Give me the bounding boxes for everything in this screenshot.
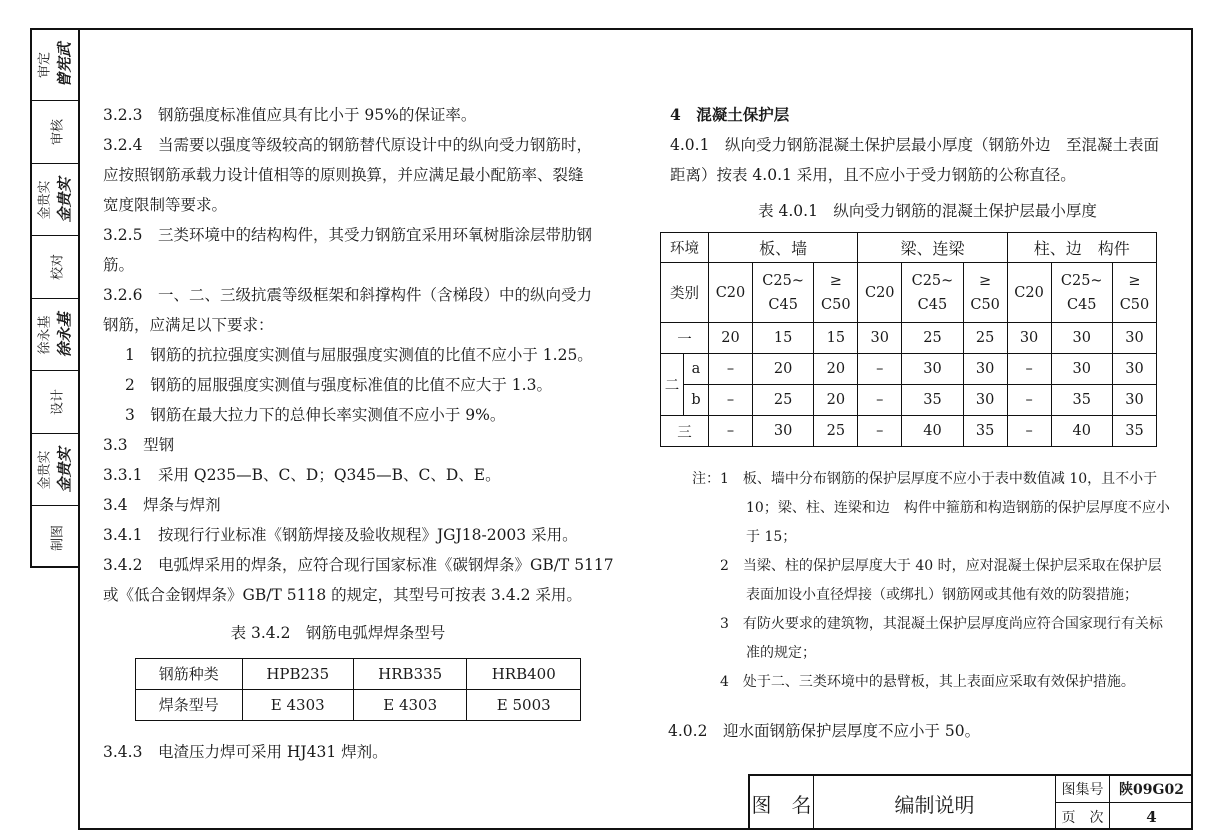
sign-row bbox=[32, 101, 80, 164]
section-heading: 4 混凝土保护层 bbox=[670, 105, 790, 124]
atlas-number-label: 图集号 bbox=[1056, 776, 1110, 803]
text-line: 4.0.1 纵向受力钢筋混凝土保护层最小厚度（钢筋外边 至混凝土表面 bbox=[670, 136, 1159, 154]
text-line: 3 钢筋在最大拉力下的总伸长率实测值不应小于 9%。 bbox=[125, 406, 506, 424]
cell-line: ≥ bbox=[829, 272, 842, 289]
table-cell: E 5003 bbox=[467, 690, 581, 721]
note-line: 4 处于二、三类环境中的悬臂板，其上表面应采取有效保护措施。 bbox=[720, 674, 1135, 690]
drawing-name: 编制说明 bbox=[814, 776, 1056, 830]
table-cell: 一 bbox=[661, 323, 709, 354]
table-342-caption: 表 3.4.2 钢筋电弧焊焊条型号 bbox=[230, 624, 446, 642]
cell-line: C45 bbox=[917, 296, 948, 313]
note-line: 2 当梁、柱的保护层厚度大于 40 时，应对混凝土保护层采取在保护层 bbox=[720, 558, 1162, 574]
sign-role: 徐永基 bbox=[37, 315, 53, 355]
cell-line: C45 bbox=[768, 296, 798, 313]
sign-role: 制图 bbox=[50, 525, 66, 552]
table-cell bbox=[1112, 263, 1156, 323]
table-cell: – bbox=[1007, 385, 1051, 416]
table-cell: 15 bbox=[814, 323, 858, 354]
table-cell: 30 bbox=[752, 416, 813, 447]
signature: 曾宪武 bbox=[55, 42, 74, 88]
sign-row bbox=[32, 164, 80, 236]
table-cell: 二 bbox=[661, 354, 684, 416]
sign-role: 金贵实 bbox=[37, 180, 53, 220]
table-cell: 柱、边 构件 bbox=[1007, 233, 1156, 263]
table-cell bbox=[902, 263, 963, 323]
table-cell: a bbox=[684, 354, 709, 385]
note-line: 表面加设小直径焊接（或绑扎）钢筋网或其他有效的防裂措施； bbox=[746, 587, 1138, 603]
sign-role: 金贵实 bbox=[37, 450, 53, 490]
sign-row bbox=[32, 434, 80, 506]
table-cell: 25 bbox=[963, 323, 1007, 354]
table-401-caption: 表 4.0.1 纵向受力钢筋的混凝土保护层最小厚度 bbox=[758, 202, 1097, 220]
signature: 徐永基 bbox=[55, 312, 74, 358]
table-cell: 30 bbox=[1112, 385, 1156, 416]
text-line: 钢筋，应满足以下要求： bbox=[103, 316, 274, 334]
cell-line: C25~ bbox=[762, 272, 804, 289]
sign-row bbox=[32, 299, 80, 371]
table-cell: C20 bbox=[858, 263, 902, 323]
table-cell: – bbox=[858, 354, 902, 385]
text-line: 3.4.3 电渣压力焊可采用 HJ431 焊剂。 bbox=[103, 743, 388, 761]
sign-column bbox=[30, 28, 80, 568]
table-cell: 15 bbox=[752, 323, 813, 354]
table-cell: 20 bbox=[814, 385, 858, 416]
table-cell: 30 bbox=[1112, 354, 1156, 385]
table-cell: 40 bbox=[902, 416, 963, 447]
table-cell bbox=[1051, 263, 1112, 323]
table-cell: 板、墙 bbox=[709, 233, 858, 263]
text-line: 3.4.2 电弧焊采用的焊条，应符合现行国家标准《碳钢焊条》GB/T 5117 bbox=[103, 556, 614, 574]
table-cell: – bbox=[1007, 354, 1051, 385]
table-cell: – bbox=[709, 385, 753, 416]
text-line: 应按照钢筋承载力设计值相等的原则换算，并应满足最小配筋率、裂缝 bbox=[103, 166, 584, 184]
right-footer bbox=[668, 716, 980, 746]
table-cell: 钢筋种类 bbox=[136, 659, 243, 690]
table-cell: 20 bbox=[709, 323, 753, 354]
table-401 bbox=[660, 232, 1157, 447]
cell-line: ≥ bbox=[1128, 272, 1141, 289]
table-cell: – bbox=[858, 385, 902, 416]
drawing-name-label: 图 名 bbox=[750, 776, 814, 830]
text-line: 筋。 bbox=[103, 256, 135, 274]
text-line: 距离）按表 4.0.1 采用，且不应小于受力钢筋的公称直径。 bbox=[670, 166, 1076, 184]
table-cell: 20 bbox=[814, 354, 858, 385]
table-cell: 焊条型号 bbox=[136, 690, 243, 721]
table-cell: HRB335 bbox=[353, 659, 467, 690]
text-line: 3.4.1 按现行行业标准《钢筋焊接及验收规程》JGJ18-2003 采用。 bbox=[103, 526, 578, 544]
text-line: 3.4 焊条与焊剂 bbox=[103, 496, 221, 514]
text-line: 3.3.1 采用 Q235—B、C、D；Q345—B、C、D、E。 bbox=[103, 466, 501, 484]
sign-role: 设计 bbox=[50, 389, 66, 416]
table-cell: 三 bbox=[661, 416, 709, 447]
sign-role: 审核 bbox=[50, 119, 66, 146]
sign-row bbox=[32, 506, 80, 570]
cell-line: C50 bbox=[821, 296, 851, 313]
table-cell bbox=[963, 263, 1007, 323]
table-cell bbox=[752, 263, 813, 323]
note-line: 于 15； bbox=[746, 529, 797, 545]
table-cell bbox=[814, 263, 858, 323]
sign-row bbox=[32, 236, 80, 299]
table-cell: 30 bbox=[1051, 354, 1112, 385]
table-cell: 25 bbox=[752, 385, 813, 416]
text-line: 3.2.4 当需要以强度等级较高的钢筋替代原设计中的纵向受力钢筋时， bbox=[103, 136, 592, 154]
note-line: 3 有防火要求的建筑物，其混凝土保护层厚度尚应符合国家现行有关标 bbox=[720, 616, 1163, 632]
table-cell: – bbox=[709, 354, 753, 385]
cell-line: ≥ bbox=[979, 272, 992, 289]
table-cell: 30 bbox=[902, 354, 963, 385]
cell-line: C45 bbox=[1066, 296, 1097, 313]
table-notes bbox=[692, 465, 1182, 697]
cell-line: C25~ bbox=[1060, 272, 1103, 289]
cell-line: C25~ bbox=[911, 272, 954, 289]
note-line: 1 板、墙中分布钢筋的保护层厚度不应小于表中数值减 10，且不小于 bbox=[720, 471, 1158, 487]
table-cell: C20 bbox=[1007, 263, 1051, 323]
sign-role: 校对 bbox=[50, 254, 66, 281]
table-cell: 20 bbox=[752, 354, 813, 385]
table-cell: 40 bbox=[1051, 416, 1112, 447]
notes-label: 注： bbox=[692, 471, 720, 487]
text-line: 宽度限制等要求。 bbox=[103, 196, 228, 214]
note-line: 10；梁、柱、连梁和边 构件中箍筋和构造钢筋的保护层厚度不应小 bbox=[746, 500, 1170, 516]
table-cell: 35 bbox=[902, 385, 963, 416]
table-cell: 25 bbox=[814, 416, 858, 447]
table-cell: E 4303 bbox=[242, 690, 353, 721]
page-number: 4 bbox=[1146, 807, 1157, 826]
cell-line: C50 bbox=[1119, 296, 1150, 313]
table-cell: 35 bbox=[963, 416, 1007, 447]
table-cell: 30 bbox=[963, 354, 1007, 385]
text-line: 3.2.3 钢筋强度标准值应具有比小于 95%的保证率。 bbox=[103, 106, 477, 124]
atlas-number: 陕09G02 bbox=[1110, 776, 1193, 803]
table-cell: b bbox=[684, 385, 709, 416]
table-cell: – bbox=[1007, 416, 1051, 447]
table-cell: 类别 bbox=[661, 263, 709, 323]
table-cell: – bbox=[709, 416, 753, 447]
table-cell: HPB235 bbox=[242, 659, 353, 690]
table-cell: 30 bbox=[963, 385, 1007, 416]
cell-line: C50 bbox=[970, 296, 1000, 313]
title-block bbox=[748, 774, 1193, 830]
text-line: 或《低合金钢焊条》GB/T 5118 的规定，其型号可按表 3.4.2 采用。 bbox=[103, 586, 582, 604]
table-cell: 25 bbox=[902, 323, 963, 354]
right-column bbox=[670, 100, 1185, 226]
signature: 金贵实 bbox=[55, 177, 74, 223]
text-line: 1 钢筋的抗拉强度实测值与屈服强度实测值的比值不应小于 1.25。 bbox=[125, 346, 593, 364]
table-cell: 环境 bbox=[661, 233, 709, 263]
table-cell: 30 bbox=[1007, 323, 1051, 354]
table-cell: – bbox=[858, 416, 902, 447]
text-line: 3.2.5 三类环境中的结构构件，其受力钢筋宜采用环氧树脂涂层带肋钢 bbox=[103, 226, 592, 244]
text-line: 3.2.6 一、二、三级抗震等级框架和斜撑构件（含梯段）中的纵向受力 bbox=[103, 286, 592, 304]
text-line: 2 钢筋的屈服强度实测值与强度标准值的比值不应大于 1.3。 bbox=[125, 376, 552, 394]
text-line: 3.3 型钢 bbox=[103, 436, 175, 454]
left-column bbox=[103, 100, 623, 767]
text-line: 4.0.2 迎水面钢筋保护层厚度不应小于 50。 bbox=[668, 722, 981, 740]
table-cell: 30 bbox=[858, 323, 902, 354]
table-cell: 35 bbox=[1051, 385, 1112, 416]
sign-role: 审定 bbox=[37, 52, 53, 79]
note-line: 准的规定； bbox=[746, 645, 816, 661]
table-342 bbox=[135, 658, 581, 721]
table-cell: C20 bbox=[709, 263, 753, 323]
table-cell: 30 bbox=[1112, 323, 1156, 354]
page-number-label: 页 次 bbox=[1056, 803, 1110, 830]
table-cell: 35 bbox=[1112, 416, 1156, 447]
sign-row bbox=[32, 30, 80, 101]
table-cell: HRB400 bbox=[467, 659, 581, 690]
signature: 金贵实 bbox=[55, 447, 74, 493]
table-cell: E 4303 bbox=[353, 690, 467, 721]
sign-row bbox=[32, 371, 80, 434]
table-cell: 30 bbox=[1051, 323, 1112, 354]
table-cell: 梁、连梁 bbox=[858, 233, 1007, 263]
